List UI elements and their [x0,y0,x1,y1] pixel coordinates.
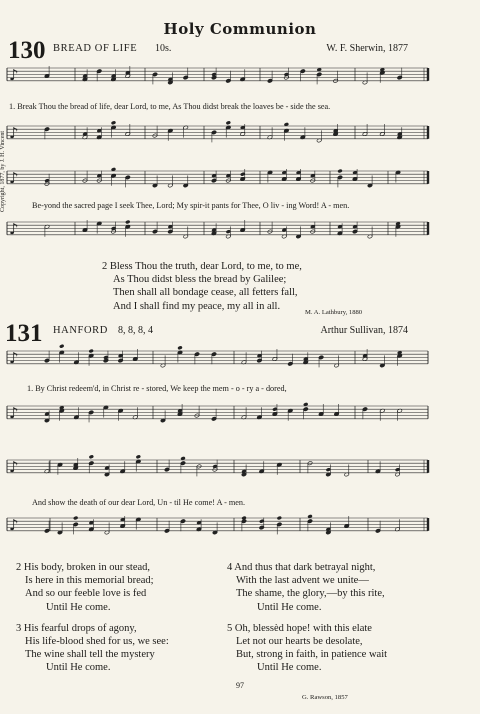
svg-text:♪: ♪ [9,403,19,422]
verse-line: But, strong in faith, in patience wait [236,649,388,661]
composer: Arthur Sullivan, 1874 [320,325,408,336]
verse-line: Then shall all bondage cease, all fetters fall, [113,287,298,299]
svg-text:♪: ♪ [9,168,19,187]
music-staff-system [0,398,480,442]
verse-line: Let not our hearts be desolate, [236,636,363,648]
music-staff-system [0,214,480,258]
music-staff-system [0,343,480,387]
hymn-number: 130 [8,37,46,64]
verse-line: Is here in this memorial bread; [25,575,154,587]
lyricist-credit: G. Rawson, 1857 [302,694,348,701]
verse-line: 5 Oh, blessèd hope! with this elate [227,622,372,634]
verse-line: With the last advent we unite— [236,575,369,587]
section-title: Holy Communion [163,20,317,38]
verse-line: 2 His body, broken in our stead, [16,562,151,573]
svg-text:♪: ♪ [9,219,19,238]
lyricist-credit: M. A. Lathbury, 1880 [305,309,363,316]
verse-line: His life-blood shed for us, we see: [25,636,169,648]
composer: W. F. Sherwin, 1877 [326,43,408,54]
tune-name: HANFORD [53,325,108,336]
music-staff-system [0,510,480,554]
music-staff-system [0,452,480,496]
verse [102,260,302,313]
verse-line: Until He come. [46,662,111,674]
svg-text:♪: ♪ [9,65,19,84]
copyright-notice: Copyright, 1877, by J. H. Vincent [0,130,6,212]
svg-text:♪: ♪ [9,515,19,534]
verse-line: 2 Bless Thou the truth, dear Lord, to me, to me, [102,261,302,272]
meter: 10s. [155,43,172,54]
lyric-line: And show the death of our dear Lord, Un - til He come! A - men. [32,498,246,507]
verse-line: 3 His fearful drops of agony, [16,622,137,634]
verse-column-right [227,561,387,675]
verse-line: And I shall find my peace, my all in all. [113,300,281,312]
verse-line: The wine shall tell the mystery [25,649,155,661]
verse-line: The shame, the glory,—by this rite, [236,588,385,600]
music-staff-system [0,60,480,104]
verse-line: As Thou didst bless the bread by Galilee; [113,274,287,286]
verse-line: Until He come. [46,601,111,613]
verse-line: Until He come. [257,601,322,613]
tune-name: BREAD OF LIFE [53,43,138,54]
verse-column-left [16,561,169,675]
svg-text:♪: ♪ [9,457,19,476]
lyric-line: Be-yond the sacred page I seek Thee, Lord; My spir-it pants for Thee, O liv - ing Word! A - men. [32,201,350,210]
svg-text:♪: ♪ [9,123,19,142]
lyric-line: 1. By Christ redeem'd, in Christ re - stored, We keep the mem - o - ry a - dored, [27,384,287,393]
lyric-line: 1. Break Thou the bread of life, dear Lord, to me, As Thou didst break the loaves be - side the sea. [9,102,331,111]
verse-line: And so our feeble love is fed [25,588,147,600]
page-number: 97 [236,681,244,690]
hymn-number: 131 [5,320,43,347]
verse-line: 4 And thus that dark betrayal night, [227,562,376,573]
verse-line: Until He come. [257,662,322,674]
music-staff-system [0,118,480,162]
meter: 8, 8, 8, 4 [118,325,153,336]
svg-text:♪: ♪ [9,348,19,367]
